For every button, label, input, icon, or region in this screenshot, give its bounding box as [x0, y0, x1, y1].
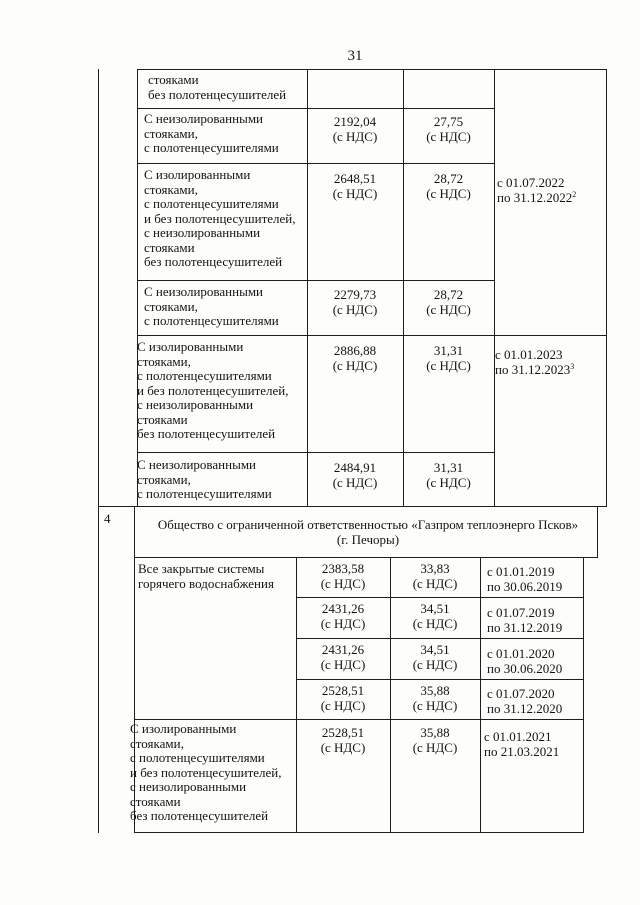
- table-border-top: [137, 69, 607, 70]
- cell-period: с 01.07.2022 по 31.12.2022$^2$: [497, 175, 577, 205]
- cell-price: 2431,26 (с НДС): [320, 601, 366, 631]
- row-divider: [296, 597, 584, 598]
- cell-price: 34,51 (с НДС): [412, 642, 458, 672]
- organization-title: Общество с ограниченной ответственностью «Газпром теплоэнерго Псков» (г. Печоры): [157, 517, 579, 547]
- table-border-right-upper: [606, 69, 607, 507]
- cell-price: 2192,04 (с НДС): [332, 114, 378, 144]
- cell-period: с 01.01.2023 по 31.12.2023$^3$: [495, 347, 575, 377]
- cell-price: 33,83 (с НДС): [412, 561, 458, 591]
- row-divider: [137, 163, 495, 164]
- row-divider: [134, 557, 598, 558]
- cell-desc: С неизолированными стояками, с полотенцесушителями: [144, 111, 279, 155]
- table-border-left-upper: [98, 69, 99, 507]
- cell-price: 28,72 (с НДС): [426, 171, 471, 201]
- cell-price: 2528,51 (с НДС): [320, 683, 366, 713]
- column-divider: [494, 69, 495, 507]
- cell-period: с 01.07.2020 по 31.12.2020: [487, 686, 563, 716]
- row-number: 4: [104, 511, 111, 526]
- table-border-right-lower: [597, 506, 598, 558]
- cell-period: с 01.01.2019 по 30.06.2019: [487, 564, 563, 594]
- page-number: 31: [347, 48, 363, 64]
- cell-price: 2383,58 (с НДС): [320, 561, 366, 591]
- cell-price: 28,72 (с НДС): [426, 287, 471, 317]
- row-divider: [98, 506, 607, 507]
- cell-price: 31,31 (с НДС): [426, 460, 471, 490]
- cell-desc: стояками без полотенцесушителей: [148, 72, 287, 102]
- table-border-right-lower: [583, 557, 584, 833]
- cell-price: 34,51 (с НДС): [412, 601, 458, 631]
- cell-price: 2648,51 (с НДС): [332, 171, 378, 201]
- row-divider: [137, 108, 495, 109]
- cell-price: 35,88 (с НДС): [412, 725, 458, 755]
- row-divider: [296, 638, 584, 639]
- cell-price: 2431,26 (с НДС): [320, 642, 366, 672]
- cell-price: 2528,51 (с НДС): [320, 725, 366, 755]
- row-divider: [137, 335, 607, 336]
- cell-desc: Все закрытые системы горячего водоснабжения: [138, 561, 274, 591]
- row-divider: [137, 452, 495, 453]
- cell-price: 2886,88 (с НДС): [332, 343, 378, 373]
- cell-price: 35,88 (с НДС): [412, 683, 458, 713]
- cell-period: с 01.01.2021 по 21.03.2021: [484, 729, 560, 759]
- cell-desc: С изолированными стояками, с полотенцесушителями и без полотенцесушителей, с неизолированными стояками без полотенцесушителей: [137, 339, 289, 441]
- row-divider: [137, 280, 495, 281]
- column-divider: [480, 557, 481, 833]
- row-divider: [134, 719, 584, 720]
- row-divider: [296, 679, 584, 680]
- cell-price: 27,75 (с НДС): [426, 114, 471, 144]
- cell-price: 2484,91 (с НДС): [332, 460, 378, 490]
- cell-price: 2279,73 (с НДС): [332, 287, 378, 317]
- cell-desc: С изолированными стояками, с полотенцесушителями и без полотенцесушителей, с неизолированными стояками без полотенцесушителей: [130, 721, 282, 823]
- cell-desc: С неизолированными стояками, с полотенцесушителями: [144, 284, 279, 328]
- table-border-bottom: [134, 832, 584, 833]
- cell-price: 31,31 (с НДС): [426, 343, 471, 373]
- cell-desc: С изолированными стояками, с полотенцесушителями и без полотенцесушителей, с неизолированными стояками без полотенцесушителей: [144, 167, 296, 269]
- cell-period: с 01.07.2019 по 31.12.2019: [487, 605, 563, 635]
- table-border-left-lower: [98, 506, 99, 833]
- cell-desc: С неизолированными стояками, с полотенцесушителями: [137, 457, 272, 501]
- cell-period: с 01.01.2020 по 30.06.2020: [487, 646, 563, 676]
